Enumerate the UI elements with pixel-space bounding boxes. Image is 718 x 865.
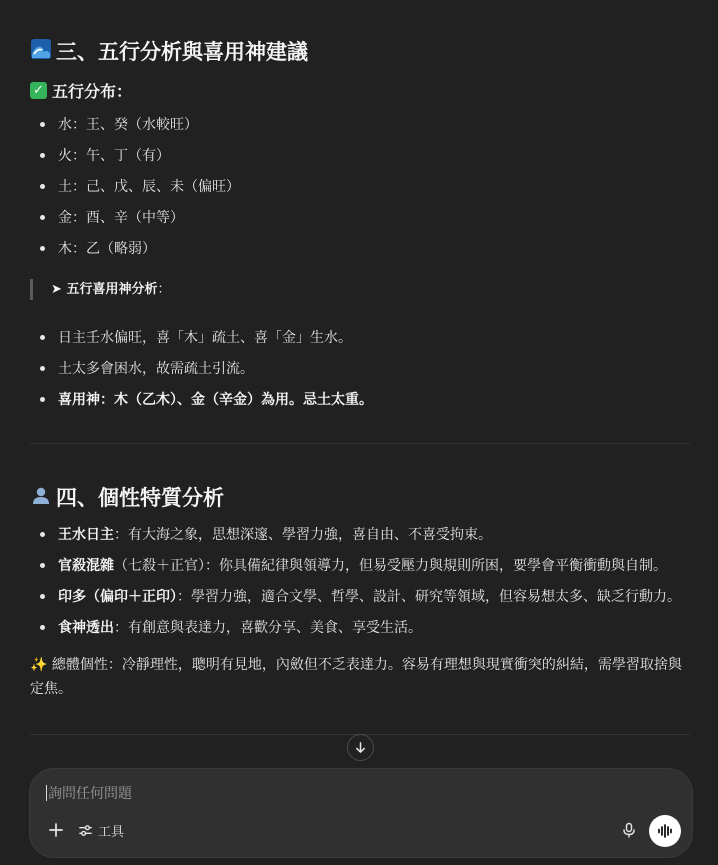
list-item: 土太多會困水，故需疏土引流。	[58, 358, 254, 378]
summary-text: 總體個性：冷靜理性，聰明有見地，內斂但不乏表達力。容易有理想與現實衝突的糾結，需學習取捨與定焦。	[30, 657, 682, 697]
list-item: 金：酉、辛（中等）	[58, 207, 184, 227]
section-3-heading	[30, 36, 308, 66]
scroll-to-bottom-button[interactable]	[347, 734, 374, 761]
sparkles-icon: ✨	[30, 657, 48, 673]
list-item	[58, 524, 492, 544]
list-item: 火：午、丁（有）	[58, 145, 170, 165]
sliders-icon	[78, 823, 93, 838]
list-item	[58, 389, 373, 409]
text-caret	[46, 785, 47, 801]
wave-icon	[30, 39, 52, 64]
trait-text: ：學習力強，適合文學、哲學、設計、研究等領域，但容易想太多、缺乏行動力。	[177, 589, 681, 605]
trait-name: 印多（偏印＋正印）	[58, 589, 177, 605]
tools-label: 工具	[98, 824, 125, 840]
list-item	[58, 586, 681, 606]
list-item	[58, 617, 422, 637]
analysis-blockquote	[30, 279, 170, 300]
section-4-title: 四、個性特質分析	[56, 486, 224, 510]
section-4-heading	[30, 482, 224, 512]
summary-paragraph	[30, 653, 690, 701]
waveform-icon	[657, 823, 673, 839]
plus-icon	[48, 822, 64, 838]
arrow-down-icon	[354, 741, 367, 754]
conclusion-text: 喜用神：木（乙木）、金（辛金）為用。忌土太重。	[58, 392, 373, 408]
prompt-placeholder: 詢問任何問題	[48, 786, 132, 802]
microphone-icon	[621, 822, 637, 838]
trait-name: 王水日主	[58, 527, 114, 543]
trait-text: ：有創意與表達力，喜歡分享、美食、享受生活。	[114, 620, 422, 636]
list-item: 土：己、戊、辰、未（偏旺）	[58, 176, 240, 196]
section-3-title: 三、五行分析與喜用神建議	[56, 40, 308, 64]
element-distribution-heading	[30, 79, 132, 102]
element-distribution-title: 五行分布：	[52, 82, 133, 101]
tools-button[interactable]	[78, 819, 124, 841]
quote-title: 五行喜用神分析	[66, 282, 158, 297]
list-item: 水：王、癸（水較旺）	[58, 114, 198, 134]
check-icon: ✓	[30, 82, 47, 99]
list-item	[58, 555, 667, 575]
person-icon	[30, 485, 52, 510]
trait-text: （七殺＋正官）：你具備紀律與領導力，但易受壓力與規則所困，要學會平衡衝動與自制。	[114, 558, 667, 574]
list-item: 木：乙（略弱）	[58, 238, 156, 258]
trait-text: ：有大海之象，思想深邃、學習力強，喜自由、不喜受拘束。	[114, 527, 492, 543]
message-composer	[30, 769, 692, 857]
divider	[30, 443, 690, 444]
quote-suffix: ：	[157, 282, 171, 297]
dictate-button[interactable]	[618, 819, 640, 841]
list-item: 日主壬水偏旺，喜「木」疏土、喜「金」生水。	[58, 327, 352, 347]
prompt-input[interactable]	[46, 783, 132, 803]
voice-mode-button[interactable]	[649, 815, 681, 847]
trait-name: 官殺混雜	[58, 558, 114, 574]
trait-name: 食神透出	[58, 620, 114, 636]
add-attachment-button[interactable]	[44, 818, 68, 842]
arrow-icon: ➤	[51, 282, 62, 297]
